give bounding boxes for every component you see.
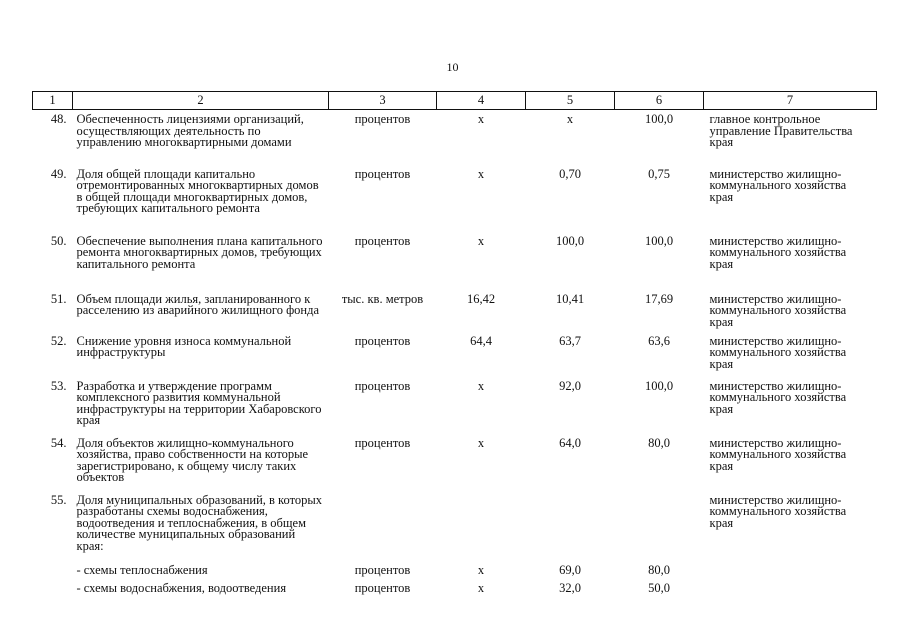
table-row bbox=[33, 166, 877, 234]
value-col-5-cell bbox=[526, 166, 615, 234]
responsible-body: главное контрольное управление Правительства края bbox=[709, 112, 853, 149]
value-col-5: 63,7 bbox=[559, 333, 581, 348]
unit-of-measure-cell bbox=[329, 379, 437, 436]
indicator-name-cell bbox=[73, 110, 329, 166]
responsible-body-cell bbox=[704, 291, 877, 334]
value-col-4: х bbox=[477, 435, 485, 450]
row-number-cell bbox=[33, 234, 73, 291]
row-number-cell bbox=[33, 436, 73, 493]
table-row bbox=[33, 493, 877, 564]
responsible-body-cell bbox=[704, 166, 877, 234]
value-col-4-cell bbox=[437, 166, 526, 234]
header-col-6: 6 bbox=[615, 92, 704, 110]
value-col-4-cell bbox=[437, 291, 526, 334]
indicator-name: - схемы теплоснабжения bbox=[76, 562, 208, 577]
value-col-5: 92,0 bbox=[559, 378, 581, 393]
value-col-4: х bbox=[477, 580, 485, 595]
value-col-6: 0,75 bbox=[648, 166, 670, 181]
unit-of-measure: процентов bbox=[354, 333, 411, 348]
row-number: 53. bbox=[50, 378, 67, 393]
row-number: 55. bbox=[50, 492, 67, 507]
unit-of-measure-cell bbox=[329, 564, 437, 583]
indicator-name-cell bbox=[73, 493, 329, 564]
value-col-6-cell bbox=[615, 291, 704, 334]
indicator-name-cell bbox=[73, 166, 329, 234]
indicator-name: Разработка и утверждение программ комплексного развития коммунальной инфраструктуры на территории Хабаровского края bbox=[76, 378, 322, 427]
responsible-body: министерство жилищно-коммунального хозяйства края bbox=[709, 291, 847, 329]
unit-of-measure-cell bbox=[329, 580, 437, 602]
table-row bbox=[33, 564, 877, 583]
unit-of-measure: процентов bbox=[354, 580, 411, 595]
value-col-4-cell bbox=[437, 110, 526, 166]
row-number-cell bbox=[33, 564, 73, 583]
responsible-body-cell bbox=[704, 564, 877, 583]
value-col-6: 80,0 bbox=[648, 435, 670, 450]
value-col-4: х bbox=[477, 562, 485, 577]
unit-of-measure-cell bbox=[329, 493, 437, 564]
unit-of-measure: тыс. кв. метров bbox=[341, 291, 424, 306]
unit-of-measure-cell bbox=[329, 436, 437, 493]
value-col-5-cell bbox=[526, 580, 615, 602]
value-col-5-cell bbox=[526, 110, 615, 166]
value-col-5: 0,70 bbox=[559, 166, 581, 181]
table-row bbox=[33, 379, 877, 436]
row-number-cell bbox=[33, 291, 73, 334]
header-col-5: 5 bbox=[526, 92, 615, 110]
value-col-4-cell bbox=[437, 580, 526, 602]
indicator-name: Доля объектов жилищно-коммунального хозяйства, право собственности на которые зарегистрировано, к общему числу таких объектов bbox=[76, 435, 309, 484]
value-col-6: 50,0 bbox=[648, 580, 670, 595]
value-col-6-cell bbox=[615, 436, 704, 493]
value-col-5: 64,0 bbox=[559, 435, 581, 450]
value-col-4: х bbox=[477, 112, 485, 126]
value-col-5-cell bbox=[526, 436, 615, 493]
value-col-6: 17,69 bbox=[644, 291, 674, 306]
value-col-4-cell bbox=[437, 436, 526, 493]
value-col-6-cell bbox=[615, 379, 704, 436]
value-col-4: 64,4 bbox=[470, 333, 492, 348]
unit-of-measure-cell bbox=[329, 234, 437, 291]
indicator-name: Обеспеченность лицензиями организаций, осуществляющих деятельность по управлению многоквартирными домами bbox=[76, 112, 304, 149]
page-number: 10 bbox=[446, 60, 459, 74]
responsible-body: министерство жилищно-коммунального хозяйства края bbox=[709, 435, 847, 473]
row-number: 49. bbox=[50, 166, 67, 181]
value-col-4: х bbox=[477, 378, 485, 393]
value-col-5-cell bbox=[526, 493, 615, 564]
responsible-body: министерство жилищно-коммунального хозяйства края bbox=[709, 333, 847, 371]
value-col-6-cell bbox=[615, 580, 704, 602]
value-col-5-cell bbox=[526, 234, 615, 291]
indicator-name-cell bbox=[73, 436, 329, 493]
indicator-name-cell bbox=[73, 564, 329, 583]
row-number: 51. bbox=[50, 291, 67, 306]
unit-of-measure-cell bbox=[329, 291, 437, 334]
header-col-7: 7 bbox=[704, 92, 877, 110]
indicator-name-cell bbox=[73, 580, 329, 602]
responsible-body-cell bbox=[704, 583, 877, 602]
value-col-4: 16,42 bbox=[466, 291, 496, 306]
table-row bbox=[33, 334, 877, 379]
value-col-6-cell bbox=[615, 334, 704, 379]
unit-of-measure: процентов bbox=[354, 378, 411, 393]
value-col-6-cell bbox=[615, 234, 704, 291]
value-col-5: 32,0 bbox=[559, 580, 581, 595]
row-number-cell bbox=[33, 110, 73, 166]
value-col-6: 100,0 bbox=[644, 378, 674, 393]
responsible-body: министерство жилищно-коммунального хозяйства края bbox=[709, 378, 847, 416]
value-col-4: х bbox=[477, 166, 485, 181]
indicators-table bbox=[32, 91, 877, 602]
table-row bbox=[33, 436, 877, 493]
table-row bbox=[33, 110, 877, 166]
value-col-4: х bbox=[477, 233, 485, 248]
value-col-5-cell bbox=[526, 379, 615, 436]
value-col-4-cell bbox=[437, 334, 526, 379]
value-col-4-cell bbox=[437, 234, 526, 291]
indicator-name: Доля муниципальных образований, в которых разработаны схемы водоснабжения, водоотведения и теплоснабжения, в общем количестве муниципальных образований края: bbox=[76, 492, 323, 553]
value-col-5-cell bbox=[526, 334, 615, 379]
indicator-name-cell bbox=[73, 379, 329, 436]
row-number: 52. bbox=[50, 333, 67, 348]
value-col-6: 63,6 bbox=[648, 333, 670, 348]
table-row bbox=[33, 291, 877, 334]
value-col-4-cell bbox=[437, 564, 526, 583]
header-col-4: 4 bbox=[437, 92, 526, 110]
indicators-table-container bbox=[32, 91, 876, 602]
indicator-name: Объем площади жилья, запланированного к расселению из аварийного жилищного фонда bbox=[76, 291, 320, 317]
row-number: 50. bbox=[50, 233, 67, 248]
unit-of-measure-cell bbox=[329, 110, 437, 166]
value-col-6: 100,0 bbox=[644, 233, 674, 248]
responsible-body: министерство жилищно-коммунального хозяйства края bbox=[709, 166, 847, 204]
unit-of-measure: процентов bbox=[354, 562, 411, 577]
responsible-body-cell bbox=[704, 379, 877, 436]
value-col-5: 10,41 bbox=[555, 291, 585, 306]
row-number: 54. bbox=[50, 435, 67, 450]
row-number-cell bbox=[33, 379, 73, 436]
table-header-row bbox=[33, 92, 877, 110]
row-number-cell bbox=[33, 334, 73, 379]
value-col-6-cell bbox=[615, 110, 704, 166]
unit-of-measure-cell bbox=[329, 334, 437, 379]
value-col-5: 69,0 bbox=[559, 562, 581, 577]
value-col-5-cell bbox=[526, 564, 615, 583]
indicator-name: Обеспечение выполнения плана капитального ремонта многоквартирных домов, требующих капитального ремонта bbox=[76, 233, 323, 271]
row-number-cell bbox=[33, 166, 73, 234]
responsible-body-cell bbox=[704, 234, 877, 291]
value-col-6: 100,0 bbox=[644, 112, 674, 126]
indicator-name: - схемы водоснабжения, водоотведения bbox=[76, 580, 287, 595]
unit-of-measure-cell bbox=[329, 166, 437, 234]
value-col-6-cell bbox=[615, 564, 704, 583]
indicator-name: Доля общей площади капитально отремонтированных многоквартирных домов в общей площади многоквартирных домов, требующих капитального ремонта bbox=[76, 166, 319, 215]
responsible-body-cell bbox=[704, 436, 877, 493]
value-col-4-cell bbox=[437, 379, 526, 436]
row-number: 48. bbox=[50, 112, 67, 126]
value-col-5: х bbox=[566, 112, 574, 126]
header-col-3: 3 bbox=[329, 92, 437, 110]
value-col-4-cell bbox=[437, 493, 526, 564]
unit-of-measure: процентов bbox=[354, 112, 411, 126]
table-row bbox=[33, 234, 877, 291]
value-col-6: 80,0 bbox=[648, 562, 670, 577]
header-col-1: 1 bbox=[33, 92, 73, 110]
responsible-body: министерство жилищно-коммунального хозяйства края bbox=[709, 492, 847, 530]
responsible-body-cell bbox=[704, 334, 877, 379]
unit-of-measure: процентов bbox=[354, 166, 411, 181]
value-col-6-cell bbox=[615, 166, 704, 234]
value-col-5: 100,0 bbox=[555, 233, 585, 248]
responsible-body: министерство жилищно-коммунального хозяйства края bbox=[709, 233, 847, 271]
indicator-name: Снижение уровня износа коммунальной инфраструктуры bbox=[76, 333, 292, 359]
table-body bbox=[33, 110, 877, 602]
responsible-body-cell bbox=[704, 493, 877, 564]
unit-of-measure: процентов bbox=[354, 435, 411, 450]
value-col-5-cell bbox=[526, 291, 615, 334]
indicator-name-cell bbox=[73, 334, 329, 379]
indicator-name-cell bbox=[73, 234, 329, 291]
value-col-6-cell bbox=[615, 493, 704, 564]
row-number-cell bbox=[33, 583, 73, 602]
unit-of-measure: процентов bbox=[354, 233, 411, 248]
table-row bbox=[33, 583, 877, 602]
row-number-cell bbox=[33, 493, 73, 564]
indicator-name-cell bbox=[73, 291, 329, 334]
header-col-2: 2 bbox=[73, 92, 329, 110]
responsible-body-cell bbox=[704, 110, 877, 166]
